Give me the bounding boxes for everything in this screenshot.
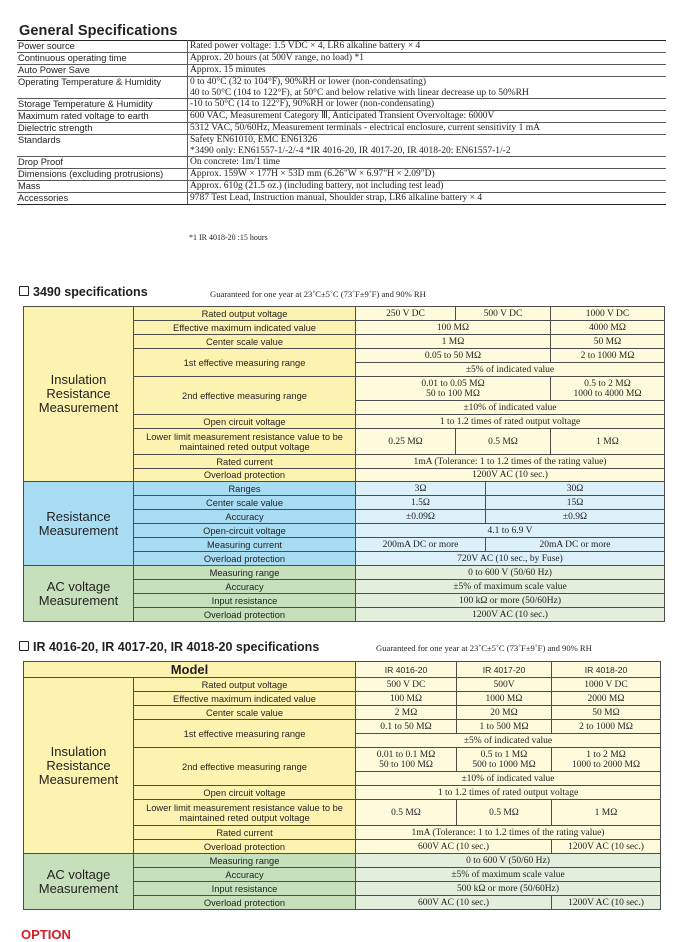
cell-value: 1 MΩ: [552, 800, 661, 826]
row-label: Measuring current: [134, 538, 356, 552]
spec-value: [188, 135, 667, 157]
cell-value: 0.05 to 50 MΩ: [356, 349, 551, 363]
cell-value: 1200V AC (10 sec.): [552, 840, 661, 854]
spec-value: Approx. 610g (21.5 oz.) (including battery, not including test lead): [188, 181, 667, 193]
cell-value: [551, 377, 665, 401]
cell-value: [552, 748, 661, 772]
spec-key: Drop Proof: [17, 157, 188, 169]
model-name: IR 4016-20: [356, 662, 457, 678]
cell-value: 1200V AC (10 sec.): [356, 469, 665, 482]
cell-value: 4000 MΩ: [551, 321, 665, 335]
table-row: [17, 77, 666, 99]
cell-value: 4.1 to 6.9 V: [356, 524, 665, 538]
spec-3490-table: [23, 306, 665, 622]
cell-value: [457, 748, 552, 772]
spec-value-line: Safety EN61010, EMC EN61326: [190, 135, 318, 145]
spec-key: Auto Power Save: [17, 65, 188, 77]
spec-key: Dimensions (excluding protrusions): [17, 169, 188, 181]
general-specifications-table: [17, 40, 666, 205]
cell-value: ±0.9Ω: [486, 510, 665, 524]
spec-value: 9787 Test Lead, Instruction manual, Shoulder strap, LR6 alkaline battery × 4: [188, 193, 667, 205]
category-resistance: Resistance Measurement: [24, 482, 134, 566]
row-label: Rated output voltage: [134, 307, 356, 321]
cell-value: 20 MΩ: [457, 706, 552, 720]
cell-value: 0.1 to 50 MΩ: [356, 720, 457, 734]
cell-value: [356, 748, 457, 772]
table-row: [24, 566, 665, 580]
row-label: Lower limit measurement resistance value to be maintained reted output voltage: [134, 800, 356, 826]
row-label: Overload protection: [134, 469, 356, 482]
spec-key: Standards: [17, 135, 188, 157]
cell-value: 50 MΩ: [552, 706, 661, 720]
spec-value-line: 40 to 50°C (104 to 122°F), at 50°C and below relative with linear decrease up to 50%RH: [190, 87, 529, 98]
spec-value-line: 0 to 40°C (32 to 104°F), 90%RH or lower (non-condensating): [190, 77, 427, 87]
row-label: Ranges: [134, 482, 356, 496]
row-label: Input resistance: [134, 882, 356, 896]
cell-value: 500 V DC: [356, 678, 457, 692]
row-label: Measuring range: [134, 854, 356, 868]
row-label: Effective maximum indicated value: [134, 692, 356, 706]
value-line: 0.5 to 2 MΩ: [584, 378, 631, 389]
value-line: 1000 to 4000 MΩ: [573, 388, 642, 399]
cell-value: 0 to 600 V (50/60 Hz): [356, 854, 661, 868]
spec-key: Storage Temperature & Humidity: [17, 99, 188, 111]
table-row: [17, 123, 666, 135]
spec-value: [188, 77, 667, 99]
model-header: Model: [24, 662, 356, 678]
cell-value: 0 to 600 V (50/60 Hz): [356, 566, 665, 580]
spec-key: Power source: [17, 41, 188, 53]
cell-value: 2 to 1000 MΩ: [551, 349, 665, 363]
category-insulation: Insulation Resistance Measurement: [24, 307, 134, 482]
cell-value: 20mA DC or more: [486, 538, 665, 552]
spec-value: Rated power voltage: 1.5 VDC × 4, LR6 alkaline battery × 4: [188, 41, 667, 53]
checkbox-bullet-icon: [19, 286, 29, 296]
cell-value: 0.5 MΩ: [457, 800, 552, 826]
cell-value: 3Ω: [356, 482, 486, 496]
section-title: IR 4016-20, IR 4017-20, IR 4018-20 specifications: [33, 640, 320, 654]
table-row: [17, 135, 666, 157]
row-label: Input resistance: [134, 594, 356, 608]
row-label: 1st effective measuring range: [134, 349, 356, 377]
checkbox-bullet-icon: [19, 641, 29, 651]
spec-value: 600 VAC, Measurement Category Ⅲ, Anticipated Transient Overvoltage: 6000V: [188, 111, 667, 123]
table-row: [24, 662, 661, 678]
category-ac-voltage: AC voltage Measurement: [24, 566, 134, 622]
row-label: 2nd effective measuring range: [134, 748, 356, 786]
row-label: Center scale value: [134, 706, 356, 720]
cell-value: 1mA (Tolerance: 1 to 1.2 times of the rating value): [356, 455, 665, 469]
cell-value: 1200V AC (10 sec.): [552, 896, 661, 910]
table-row: [24, 482, 665, 496]
section-heading-ir: [19, 640, 319, 654]
row-label: Accuracy: [134, 868, 356, 882]
cell-value: 50 MΩ: [551, 335, 665, 349]
cell-value: 1000 MΩ: [457, 692, 552, 706]
spec-key: Dielectric strength: [17, 123, 188, 135]
cell-value: 2 to 1000 MΩ: [552, 720, 661, 734]
section-title: 3490 specifications: [33, 285, 148, 299]
cell-value: ±10% of indicated value: [356, 772, 661, 786]
cell-value: 1000 V DC: [551, 307, 665, 321]
table-row: [17, 111, 666, 123]
table-row: [17, 41, 666, 53]
cell-value: ±5% of maximum scale value: [356, 580, 665, 594]
cell-value: 0.25 MΩ: [356, 429, 456, 455]
cell-value: 500 V DC: [456, 307, 551, 321]
cell-value: 500V: [457, 678, 552, 692]
cell-value: 1mA (Tolerance: 1 to 1.2 times of the rating value): [356, 826, 661, 840]
cell-value: ±5% of maximum scale value: [356, 868, 661, 882]
table-row: [17, 157, 666, 169]
cell-value: 100 MΩ: [356, 321, 551, 335]
row-label: Accuracy: [134, 510, 356, 524]
spec-value: Approx. 159W × 177H × 53D mm (6.26"W × 6.97"H × 2.09"D): [188, 169, 667, 181]
general-specifications-title: General Specifications: [19, 23, 178, 39]
row-label: Open-circuit voltage: [134, 524, 356, 538]
row-label: Rated output voltage: [134, 678, 356, 692]
row-label: Overload protection: [134, 552, 356, 566]
model-name: IR 4018-20: [552, 662, 661, 678]
cell-value: 15Ω: [486, 496, 665, 510]
value-line: 50 to 100 MΩ: [379, 759, 433, 770]
cell-value: 1000 V DC: [552, 678, 661, 692]
row-label: Effective maximum indicated value: [134, 321, 356, 335]
value-line: 1 to 2 MΩ: [586, 749, 626, 760]
row-label: Lower limit measurement resistance value to be maintained reted output voltage: [134, 429, 356, 455]
cell-value: 1 to 1.2 times of rated output voltage: [356, 415, 665, 429]
cell-value: 200mA DC or more: [356, 538, 486, 552]
spec-key: Mass: [17, 181, 188, 193]
table-row: [17, 181, 666, 193]
table-row: [17, 193, 666, 205]
table-row: [17, 169, 666, 181]
table-row: [17, 99, 666, 111]
row-label: Center scale value: [134, 496, 356, 510]
row-label: Center scale value: [134, 335, 356, 349]
row-label: Measuring range: [134, 566, 356, 580]
cell-value: 100 kΩ or more (50/60Hz): [356, 594, 665, 608]
cell-value: 720V AC (10 sec., by Fuse): [356, 552, 665, 566]
section-heading-3490: [19, 285, 148, 299]
cell-value: ±0.09Ω: [356, 510, 486, 524]
spec-key: Maximum rated voltage to earth: [17, 111, 188, 123]
cell-value: 1 MΩ: [551, 429, 665, 455]
spec-value: Approx. 15 minutes: [188, 65, 667, 77]
table-row: [17, 53, 666, 65]
spec-key: Operating Temperature & Humidity: [17, 77, 188, 99]
footnote: *1 IR 4018-20 :15 hours: [189, 233, 268, 242]
value-line: 0.5 to 1 MΩ: [480, 749, 528, 760]
row-label: Overload protection: [134, 840, 356, 854]
cell-value: 500 kΩ or more (50/60Hz): [356, 882, 661, 896]
value-line: 1000 to 2000 MΩ: [571, 759, 641, 770]
table-row: [24, 854, 661, 868]
value-line: 0.01 to 0.1 MΩ: [376, 749, 436, 760]
cell-value: 30Ω: [486, 482, 665, 496]
cell-value: 1200V AC (10 sec.): [356, 608, 665, 622]
table-row: [24, 678, 661, 692]
row-label: Accuracy: [134, 580, 356, 594]
cell-value: 0.5 MΩ: [456, 429, 551, 455]
guarantee-note: Guaranteed for one year at 23˚C±5˚C (73˚F±9˚F) and 90% RH: [376, 643, 592, 653]
row-label: 2nd effective measuring range: [134, 377, 356, 415]
row-label: Overload protection: [134, 608, 356, 622]
cell-value: [356, 377, 551, 401]
category-ac-voltage: AC voltage Measurement: [24, 854, 134, 910]
cell-value: 100 MΩ: [356, 692, 457, 706]
option-heading: OPTION: [21, 927, 71, 942]
cell-value: 600V AC (10 sec.): [356, 896, 552, 910]
row-label: Overload protection: [134, 896, 356, 910]
cell-value: 2 MΩ: [356, 706, 457, 720]
cell-value: 1 MΩ: [356, 335, 551, 349]
spec-value: -10 to 50°C (14 to 122°F), 90%RH or lower (non-condensating): [188, 99, 667, 111]
row-label: Rated current: [134, 455, 356, 469]
cell-value: 2000 MΩ: [552, 692, 661, 706]
cell-value: 1.5Ω: [356, 496, 486, 510]
guarantee-note: Guaranteed for one year at 23˚C±5˚C (73˚F±9˚F) and 90% RH: [210, 289, 426, 299]
spec-ir-table: [23, 661, 661, 910]
cell-value: 1 to 1.2 times of rated output voltage: [356, 786, 661, 800]
spec-key: Continuous operating time: [17, 53, 188, 65]
row-label: 1st effective measuring range: [134, 720, 356, 748]
row-label: Rated current: [134, 826, 356, 840]
spec-value: Approx. 20 hours (at 500V range, no load) *1: [188, 53, 667, 65]
value-line: 500 to 1000 MΩ: [472, 759, 536, 770]
spec-key: Accessories: [17, 193, 188, 205]
cell-value: ±5% of indicated value: [356, 363, 665, 377]
model-name: IR 4017-20: [457, 662, 552, 678]
row-label: Open circuit voltage: [134, 415, 356, 429]
table-row: [17, 65, 666, 77]
cell-value: 600V AC (10 sec.): [356, 840, 552, 854]
table-row: [24, 307, 665, 321]
value-line: 50 to 100 MΩ: [426, 388, 480, 399]
cell-value: 0.5 MΩ: [356, 800, 457, 826]
cell-value: ±10% of indicated value: [356, 401, 665, 415]
spec-value: 5312 VAC, 50/60Hz, Measurement terminals - electrical enclosure, current sensitivity 1 mA: [188, 123, 667, 135]
spec-value: On concrete: 1m/1 time: [188, 157, 667, 169]
value-line: 0.01 to 0.05 MΩ: [421, 378, 485, 389]
category-insulation: Insulation Resistance Measurement: [24, 678, 134, 854]
cell-value: 250 V DC: [356, 307, 456, 321]
cell-value: 1 to 500 MΩ: [457, 720, 552, 734]
cell-value: ±5% of indicated value: [356, 734, 661, 748]
row-label: Open circuit voltage: [134, 786, 356, 800]
spec-value-line: *3490 only: EN61557-1/-2/-4 *IR 4016-20, IR 4017-20, IR 4018-20: EN61557-1/-2: [190, 145, 511, 156]
